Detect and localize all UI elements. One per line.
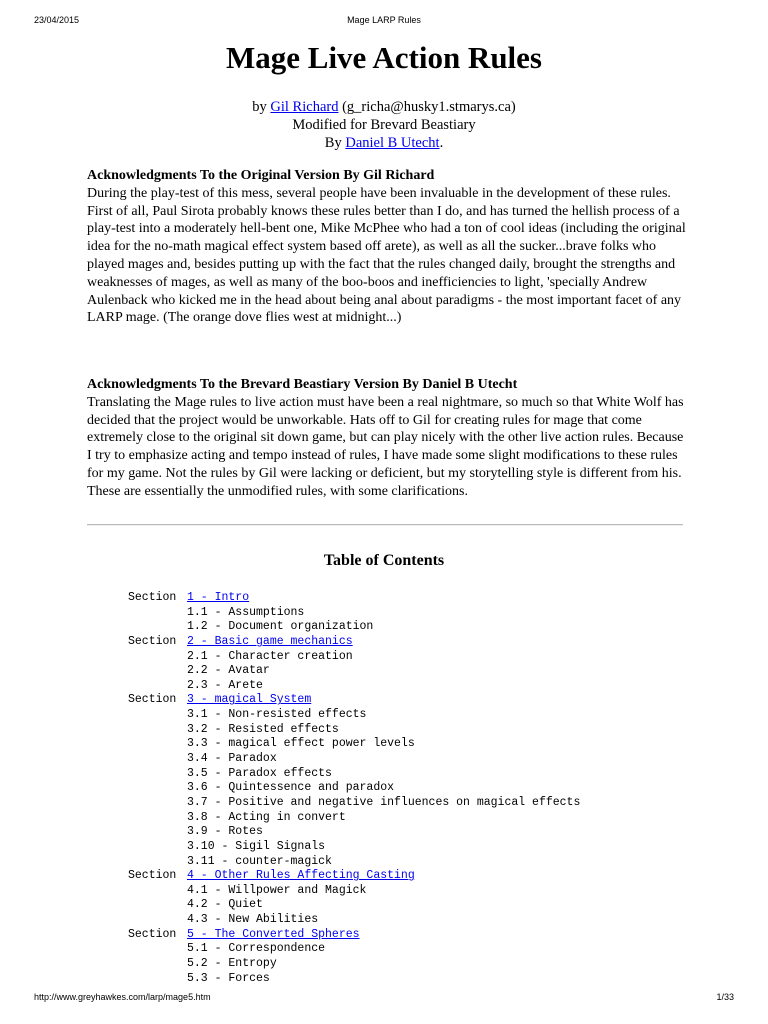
toc-section-row bbox=[128, 869, 580, 884]
toc-subsection-label: 3.4 - Paradox bbox=[187, 752, 277, 766]
toc-section-row bbox=[128, 693, 580, 708]
toc-subsection-label: 3.3 - magical effect power levels bbox=[187, 737, 415, 751]
author-email: (g_richa@husky1.stmarys.ca) bbox=[338, 99, 516, 115]
table-of-contents bbox=[128, 591, 580, 986]
toc-subsection-label: 3.5 - Paradox effects bbox=[187, 766, 332, 780]
toc-section-link[interactable]: 4 - Other Rules Affecting Casting bbox=[187, 869, 415, 883]
modified-line: Modified for Brevard Beastiary bbox=[292, 117, 476, 133]
toc-subsection-label: 5.2 - Entropy bbox=[187, 957, 277, 971]
page-title: Mage Live Action Rules bbox=[226, 40, 542, 75]
toc-subsection-row bbox=[128, 708, 580, 723]
toc-subsection-row bbox=[128, 650, 580, 665]
toc-subsection-row bbox=[128, 767, 580, 782]
toc-subsection-label: 3.2 - Resisted effects bbox=[187, 722, 339, 736]
toc-section-link[interactable]: 3 - magical System bbox=[187, 693, 312, 707]
toc-subsection-label: 4.2 - Quiet bbox=[187, 898, 263, 912]
toc-subsection-row bbox=[128, 825, 580, 840]
ack-original-heading: Acknowledgments To the Original Version By Gil Richard bbox=[87, 168, 435, 183]
toc-subsection-label: 1.1 - Assumptions bbox=[187, 605, 305, 619]
toc-subsection-row bbox=[128, 913, 580, 928]
ack-brevard-heading: Acknowledgments To the Brevard Beastiary Version By Daniel B Utecht bbox=[87, 377, 518, 392]
ack-brevard bbox=[87, 376, 687, 501]
toc-title: Table of Contents bbox=[323, 552, 445, 569]
toc-subsection-label: 1.2 - Document organization bbox=[187, 620, 374, 634]
toc-section-row bbox=[128, 635, 580, 650]
toc-subsection-row bbox=[128, 679, 580, 694]
toc-subsection-label: 3.9 - Rotes bbox=[187, 825, 263, 839]
toc-subsection-label: 2.2 - Avatar bbox=[187, 664, 270, 678]
toc-subsection-label: 2.1 - Character creation bbox=[187, 649, 353, 663]
toc-section-link[interactable]: 5 - The Converted Spheres bbox=[187, 927, 360, 941]
toc-section-row bbox=[128, 928, 580, 943]
toc-subsection-row bbox=[128, 855, 580, 870]
print-url: http://www.greyhawkes.com/larp/mage5.htm bbox=[34, 992, 211, 1002]
toc-subsection-label: 4.3 - New Abilities bbox=[187, 913, 319, 927]
toc-subsection-label: 4.1 - Willpower and Magick bbox=[187, 883, 367, 897]
toc-subsection-row bbox=[128, 752, 580, 767]
toc-subsection-label: 3.7 - Positive and negative influences on magical effects bbox=[187, 795, 581, 809]
divider bbox=[87, 524, 683, 526]
author-link[interactable]: Gil Richard bbox=[270, 99, 339, 115]
toc-subsection-row bbox=[128, 942, 580, 957]
toc-subsection-label: 3.1 - Non-resisted effects bbox=[187, 708, 367, 722]
toc-subsection-row bbox=[128, 796, 580, 811]
toc-section-label: Section bbox=[128, 634, 184, 648]
toc-subsection-row bbox=[128, 840, 580, 855]
toc-subsection-row bbox=[128, 972, 580, 987]
toc-subsection-row bbox=[128, 737, 580, 752]
toc-subsection-label: 5.1 - Correspondence bbox=[187, 942, 326, 956]
toc-subsection-row bbox=[128, 620, 580, 635]
toc-subsection-row bbox=[128, 664, 580, 679]
toc-subsection-row bbox=[128, 898, 580, 913]
toc-subsection-label: 3.8 - Acting in convert bbox=[187, 810, 346, 824]
print-header-title: Mage LARP Rules bbox=[347, 15, 421, 25]
toc-subsection-row bbox=[128, 723, 580, 738]
toc-subsection-row bbox=[128, 781, 580, 796]
ack-original-body: During the play-test of this mess, several people have been invaluable in the development of these rules. First of all, Paul Sirota probably knows these rules better than I do, and has turned the hellish process of a play-test into a moderately hell-bent one, Mike McPhee who had a ton of cool ideas (including the original idea for the no-math magical effect system based off arete), as well as all the sucker...brave folks who played mages and, besides putting up with the fact that the rules changed daily, brought the strengths and weaknesses of mages, as well as many of the boo-boos and inefficiencies to light, 'specially Andrew Aulenback who kicked me in the head about being anal about paradigms - the most important facet of any LARP mage. (The orange dove flies west at midnight...) bbox=[87, 185, 686, 326]
toc-subsection-row bbox=[128, 811, 580, 826]
toc-subsection-row bbox=[128, 957, 580, 972]
toc-section-label: Section bbox=[128, 927, 184, 941]
by2-prefix: By bbox=[324, 135, 346, 151]
print-page-number: 1/33 bbox=[716, 992, 734, 1002]
toc-section-label: Section bbox=[128, 591, 184, 604]
toc-section-link[interactable]: 2 - Basic game mechanics bbox=[187, 634, 353, 648]
toc-subsection-label: 5.3 - Forces bbox=[187, 971, 270, 985]
toc-section-link[interactable]: 1 - Intro bbox=[187, 591, 250, 604]
ack-original bbox=[87, 167, 687, 327]
modifier-link[interactable]: Daniel B Utecht bbox=[345, 135, 440, 151]
toc-subsection-label: 3.6 - Quintessence and paradox bbox=[187, 781, 395, 795]
toc-subsection-label: 3.10 - Sigil Signals bbox=[187, 839, 326, 853]
toc-subsection-row bbox=[128, 884, 580, 899]
toc-section-label: Section bbox=[128, 693, 184, 707]
toc-subsection-label: 2.3 - Arete bbox=[187, 678, 263, 692]
byline-period: . bbox=[439, 135, 444, 151]
toc-subsection-label: 3.11 - counter-magick bbox=[187, 854, 332, 868]
by-prefix: by bbox=[252, 99, 271, 115]
toc-subsection-row bbox=[128, 606, 580, 621]
ack-brevard-body: Translating the Mage rules to live action must have been a real nightmare, so much so that White Wolf has decided that the project would be unworkable. Hats off to Gil for creating rules for mage that come extremely close to the original sit down game, but can play nicely with the other live action rules. Because I try to emphasize acting and tempo instead of rules, I have made some slight modifications to these rules for my game. Not the rules by Gil were lacking or deficient, but my storytelling style is different from his. These are essentially the unmodified rules, with some clarifications. bbox=[87, 394, 684, 499]
toc-section-row bbox=[128, 591, 580, 606]
toc-section-label: Section bbox=[128, 869, 184, 883]
print-date: 23/04/2015 bbox=[34, 15, 80, 25]
byline bbox=[0, 98, 768, 152]
